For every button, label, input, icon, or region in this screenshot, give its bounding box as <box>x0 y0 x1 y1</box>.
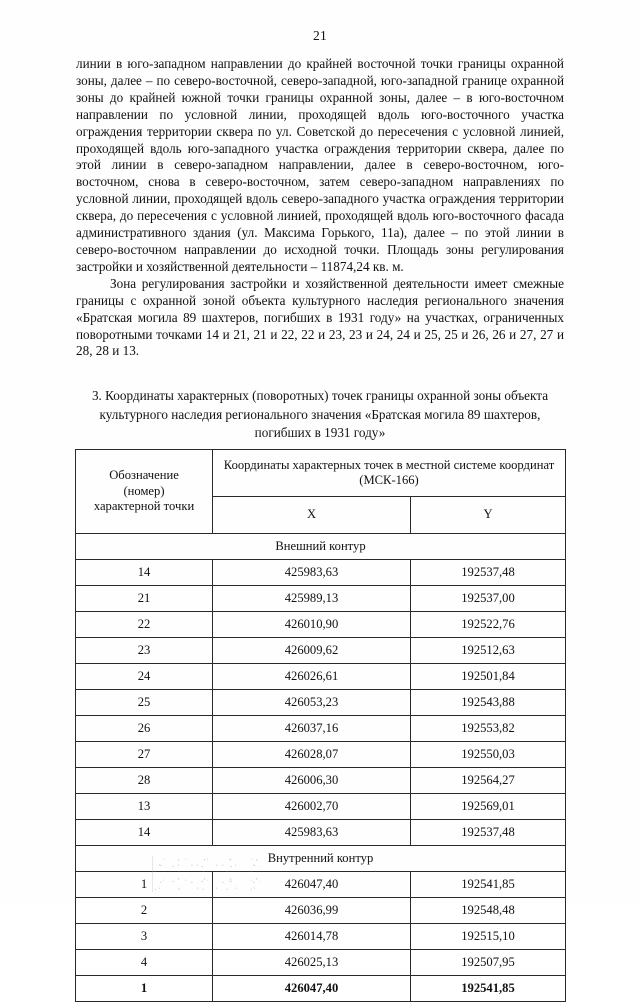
cell-point: 27 <box>76 742 213 768</box>
table-row <box>76 768 566 794</box>
table-row <box>76 976 566 1002</box>
table-row <box>76 664 566 690</box>
cell-y: 192537,48 <box>411 820 566 846</box>
cell-x: 426047,40 <box>213 872 411 898</box>
cell-y: 192512,63 <box>411 638 566 664</box>
cell-x: 425989,13 <box>213 586 411 612</box>
cell-point: 26 <box>76 716 213 742</box>
cell-point: 23 <box>76 638 213 664</box>
section-heading-line-3: погибших в 1931 году» <box>254 425 386 441</box>
cell-y: 192564,27 <box>411 768 566 794</box>
cell-y: 192541,85 <box>411 872 566 898</box>
cell-y: 192522,76 <box>411 612 566 638</box>
table-header <box>76 450 566 534</box>
cell-point: 4 <box>76 950 213 976</box>
header-point-line-3: характерной точки <box>93 499 195 514</box>
section-heading-line-1: 3. Координаты характерных (поворотных) точек границы охранной зоны объекта <box>91 388 549 404</box>
table-row <box>76 638 566 664</box>
cell-x: 426014,78 <box>213 924 411 950</box>
cell-y: 192515,10 <box>411 924 566 950</box>
cell-x: 426036,99 <box>213 898 411 924</box>
header-point-line-2: (номер) <box>123 483 165 498</box>
cell-y: 192507,95 <box>411 950 566 976</box>
cell-y: 192537,48 <box>411 560 566 586</box>
table-row <box>76 742 566 768</box>
section-title-inner-contour: Внутренний контур <box>76 846 566 872</box>
cell-x: 426025,13 <box>213 950 411 976</box>
cell-x: 426028,07 <box>213 742 411 768</box>
cell-point: 24 <box>76 664 213 690</box>
table-row <box>76 820 566 846</box>
cell-x: 426002,70 <box>213 794 411 820</box>
table-row <box>76 924 566 950</box>
header-cell-x: X <box>213 497 411 534</box>
section-heading-line-2: культурного наследия регионального значения «Братская могила 89 шахтеров, <box>99 406 541 422</box>
cell-y: 192537,00 <box>411 586 566 612</box>
table-section-row <box>76 534 566 560</box>
cell-y: 192501,84 <box>411 664 566 690</box>
cell-point: 1 <box>76 872 213 898</box>
paragraph-2: Зона регулирования застройки и хозяйственной деятельности имеет смежные границы с охранной зоной объекта культурного наследия регионального значения «Братская могила 89 шахтеров, погибших в 1931 году» на участках, ограниченных поворотными точками 14 и 21, 21 и 22, 22 и 23, 23 и 24, 24 и 25, 25 и 26, 26 и 27, 27 и 28, 28 и 13. <box>76 275 564 359</box>
cell-y: 192553,82 <box>411 716 566 742</box>
cell-y: 192550,03 <box>411 742 566 768</box>
table-row <box>76 794 566 820</box>
table-row <box>76 690 566 716</box>
header-cell-y: Y <box>411 497 566 534</box>
table-row <box>76 872 566 898</box>
page-number: 21 <box>313 28 327 43</box>
cell-point: 21 <box>76 586 213 612</box>
cell-point: 2 <box>76 898 213 924</box>
cell-point: 1 <box>76 976 213 1002</box>
cell-y: 192569,01 <box>411 794 566 820</box>
table-section-row <box>76 846 566 872</box>
cell-point: 25 <box>76 690 213 716</box>
cell-x: 426053,23 <box>213 690 411 716</box>
cell-x: 426009,62 <box>213 638 411 664</box>
cell-point: 28 <box>76 768 213 794</box>
cell-x: 425983,63 <box>213 560 411 586</box>
section-title-outer-contour: Внешний контур <box>76 534 566 560</box>
cell-x: 426006,30 <box>213 768 411 794</box>
document-body <box>76 56 564 443</box>
table-row <box>76 716 566 742</box>
coordinates-table <box>75 449 566 1002</box>
cell-point: 14 <box>76 560 213 586</box>
cell-x: 426047,40 <box>213 976 411 1002</box>
cell-x: 426037,16 <box>213 716 411 742</box>
table-row <box>76 586 566 612</box>
header-point-line-1: Обозначение <box>109 468 179 483</box>
cell-point: 13 <box>76 794 213 820</box>
header-cell-point-number <box>76 450 213 534</box>
table-row <box>76 612 566 638</box>
cell-point: 3 <box>76 924 213 950</box>
table-row <box>76 560 566 586</box>
paragraph-1: линии в юго-западном направлении до крайней восточной точки границы охранной зоны, далее – по северо-восточной, северо-западной, юго-западной границе охранной зоны до крайней южной точки границы охранной зоны, далее – в юго-восточном направлении по условной линии, проходящей вдоль юго-восточного участка ограждения территории сквера по ул. Советской до пересечения с условной линией, проходящей вдоль юго-западного участка ограждения территории сквера, далее по этой линии в северо-западном направлении, далее в северо-восточном, юго-восточном, снова в северо-восточном, затем северо-западном направлениях по условной линии, проходящей вдоль северо-западного участка ограждения территории сквера, до пересечения с условной линией, проходящей вдоль юго-восточного фасада административного здания (ул. Максима Горького, 11а), далее – по этой линии в северо-восточном направлении до исходной точки. Площадь зоны регулирования застройки и хозяйственной деятельности – 11874,24 кв. м. <box>76 56 564 274</box>
cell-x: 425983,63 <box>213 820 411 846</box>
table-header-row-1 <box>76 450 566 497</box>
section-heading <box>76 387 564 443</box>
cell-x: 426010,90 <box>213 612 411 638</box>
cell-point: 22 <box>76 612 213 638</box>
cell-point: 14 <box>76 820 213 846</box>
cell-y: 192543,88 <box>411 690 566 716</box>
table-row <box>76 950 566 976</box>
header-cell-coordinates: Координаты характерных точек в местной системе координат (МСК-166) <box>213 450 566 497</box>
cell-y: 192548,48 <box>411 898 566 924</box>
cell-x: 426026,61 <box>213 664 411 690</box>
cell-y: 192541,85 <box>411 976 566 1002</box>
table-body <box>76 534 566 1002</box>
table-row <box>76 898 566 924</box>
